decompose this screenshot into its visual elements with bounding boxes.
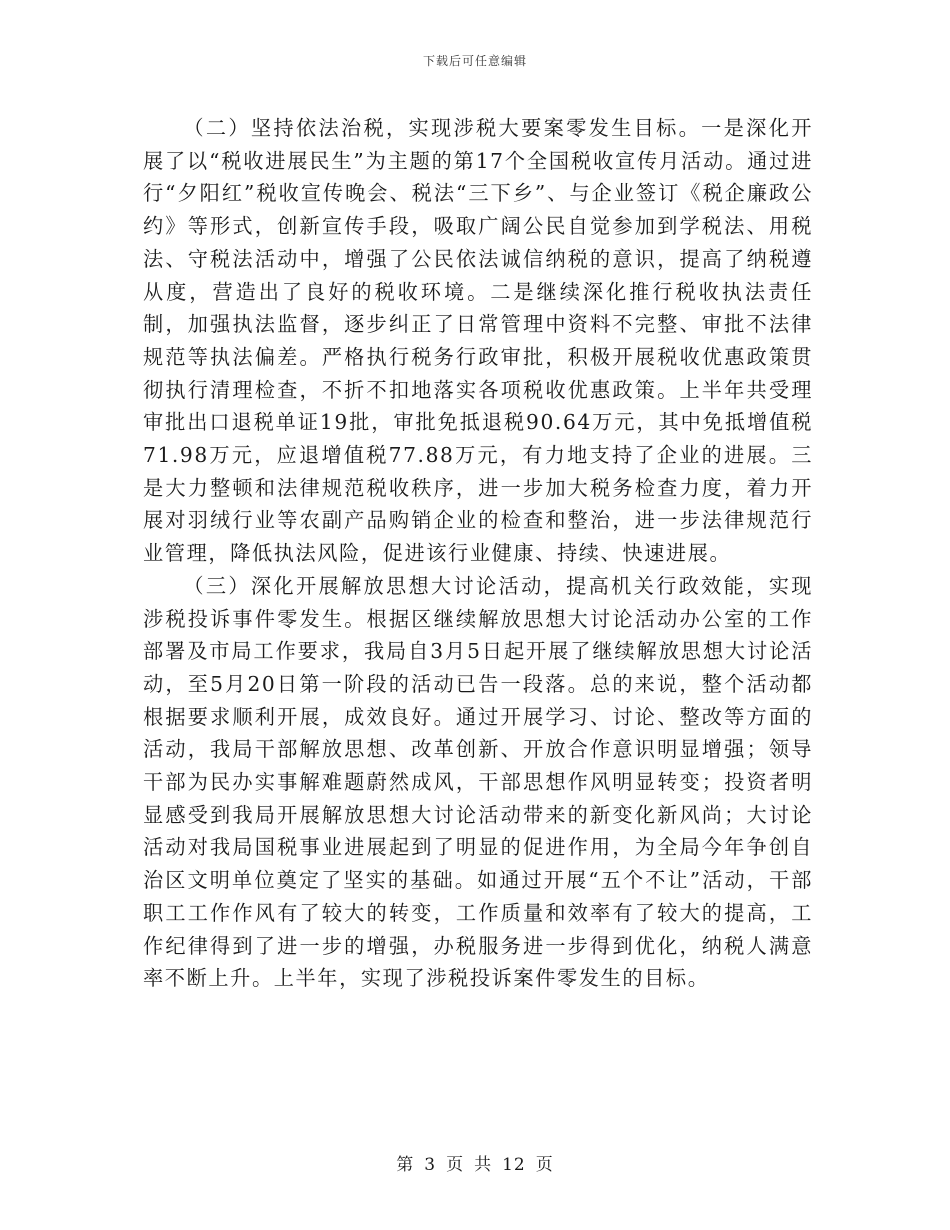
footer-page-label: 页 (446, 1155, 465, 1175)
current-page-number: 3 (424, 1155, 437, 1175)
paragraph-tax-law-enforcement: （二）坚持依法治税，实现涉税大要案零发生目标。一是深化开展了以“税收进展民生”为主题的第17个全国税收宣传月活动。通过进行“夕阳红”税收宣传晚会、税法“三下乡”、与企业签订《税企廉政公约》等形式，创新宣传手段，吸取广阔公民自觉参加到学税法、用税法、守税法活动中，增强了公民依法诚信纳税的意识，提高了纳税遵从度，营造出了良好的税收环境。二是继续深化推行税收执法责任制，加强执法监督，逐步纠正了日常管理中资料不完整、审批不法律规范等执法偏差。严格执行税务行政审批，积极开展税收优惠政策贯彻执行清理检查，不折不扣地落实各项税收优惠政策。上半年共受理审批出口退税单证19批，审批免抵退税90.64万元，其中免抵增值税71.98万元，应退增值税77.88万元，有力地支持了企业的进展。三是大力整顿和法律规范税收秩序，进一步加大税务检查力度，着力开展对羽绒行业等农副产品购销企业的检查和整治，进一步法律规范行业管理，降低执法风险，促进该行业健康、持续、快速进展。 (143, 116, 813, 566)
paragraph-emancipation-discussion: （三）深化开展解放思想大讨论活动，提高机关行政效能，实现涉税投诉事件零发生。根据区继续解放思想大讨论活动办公室的工作部署及市局工作要求，我局自3月5日起开展了继续解放思想大讨论活动，至5月20日第一阶段的活动已告一段落。总的来说，整个活动都根据要求顺利开展，成效良好。通过开展学习、讨论、整改等方面的活动，我局干部解放思想、改革创新、开放合作意识明显增强；领导干部为民办实事解难题蔚然成风，干部思想作风明显转变；投资者明显感受到我局开展解放思想大讨论活动带来的新变化新风尚；大讨论活动对我局国税事业进展起到了明显的促进作用，为全局今年争创自治区文明单位奠定了坚实的基础。如通过开展“五个不让”活动，干部职工工作作风有了较大的转变，工作质量和效率有了较大的提高，工作纪律得到了进一步的增强，办税服务进一步得到优化，纳税人满意率不断上升。上半年，实现了涉税投诉案件零发生的目标。 (143, 573, 813, 991)
page-header: 下载后可任意编辑 (422, 54, 527, 68)
footer-total-label: 共 (474, 1155, 493, 1175)
document-body (143, 112, 813, 995)
footer-prefix: 第 (396, 1155, 415, 1175)
footer-suffix: 页 (535, 1155, 554, 1175)
page-footer (0, 1150, 950, 1175)
total-page-count: 12 (502, 1155, 526, 1175)
